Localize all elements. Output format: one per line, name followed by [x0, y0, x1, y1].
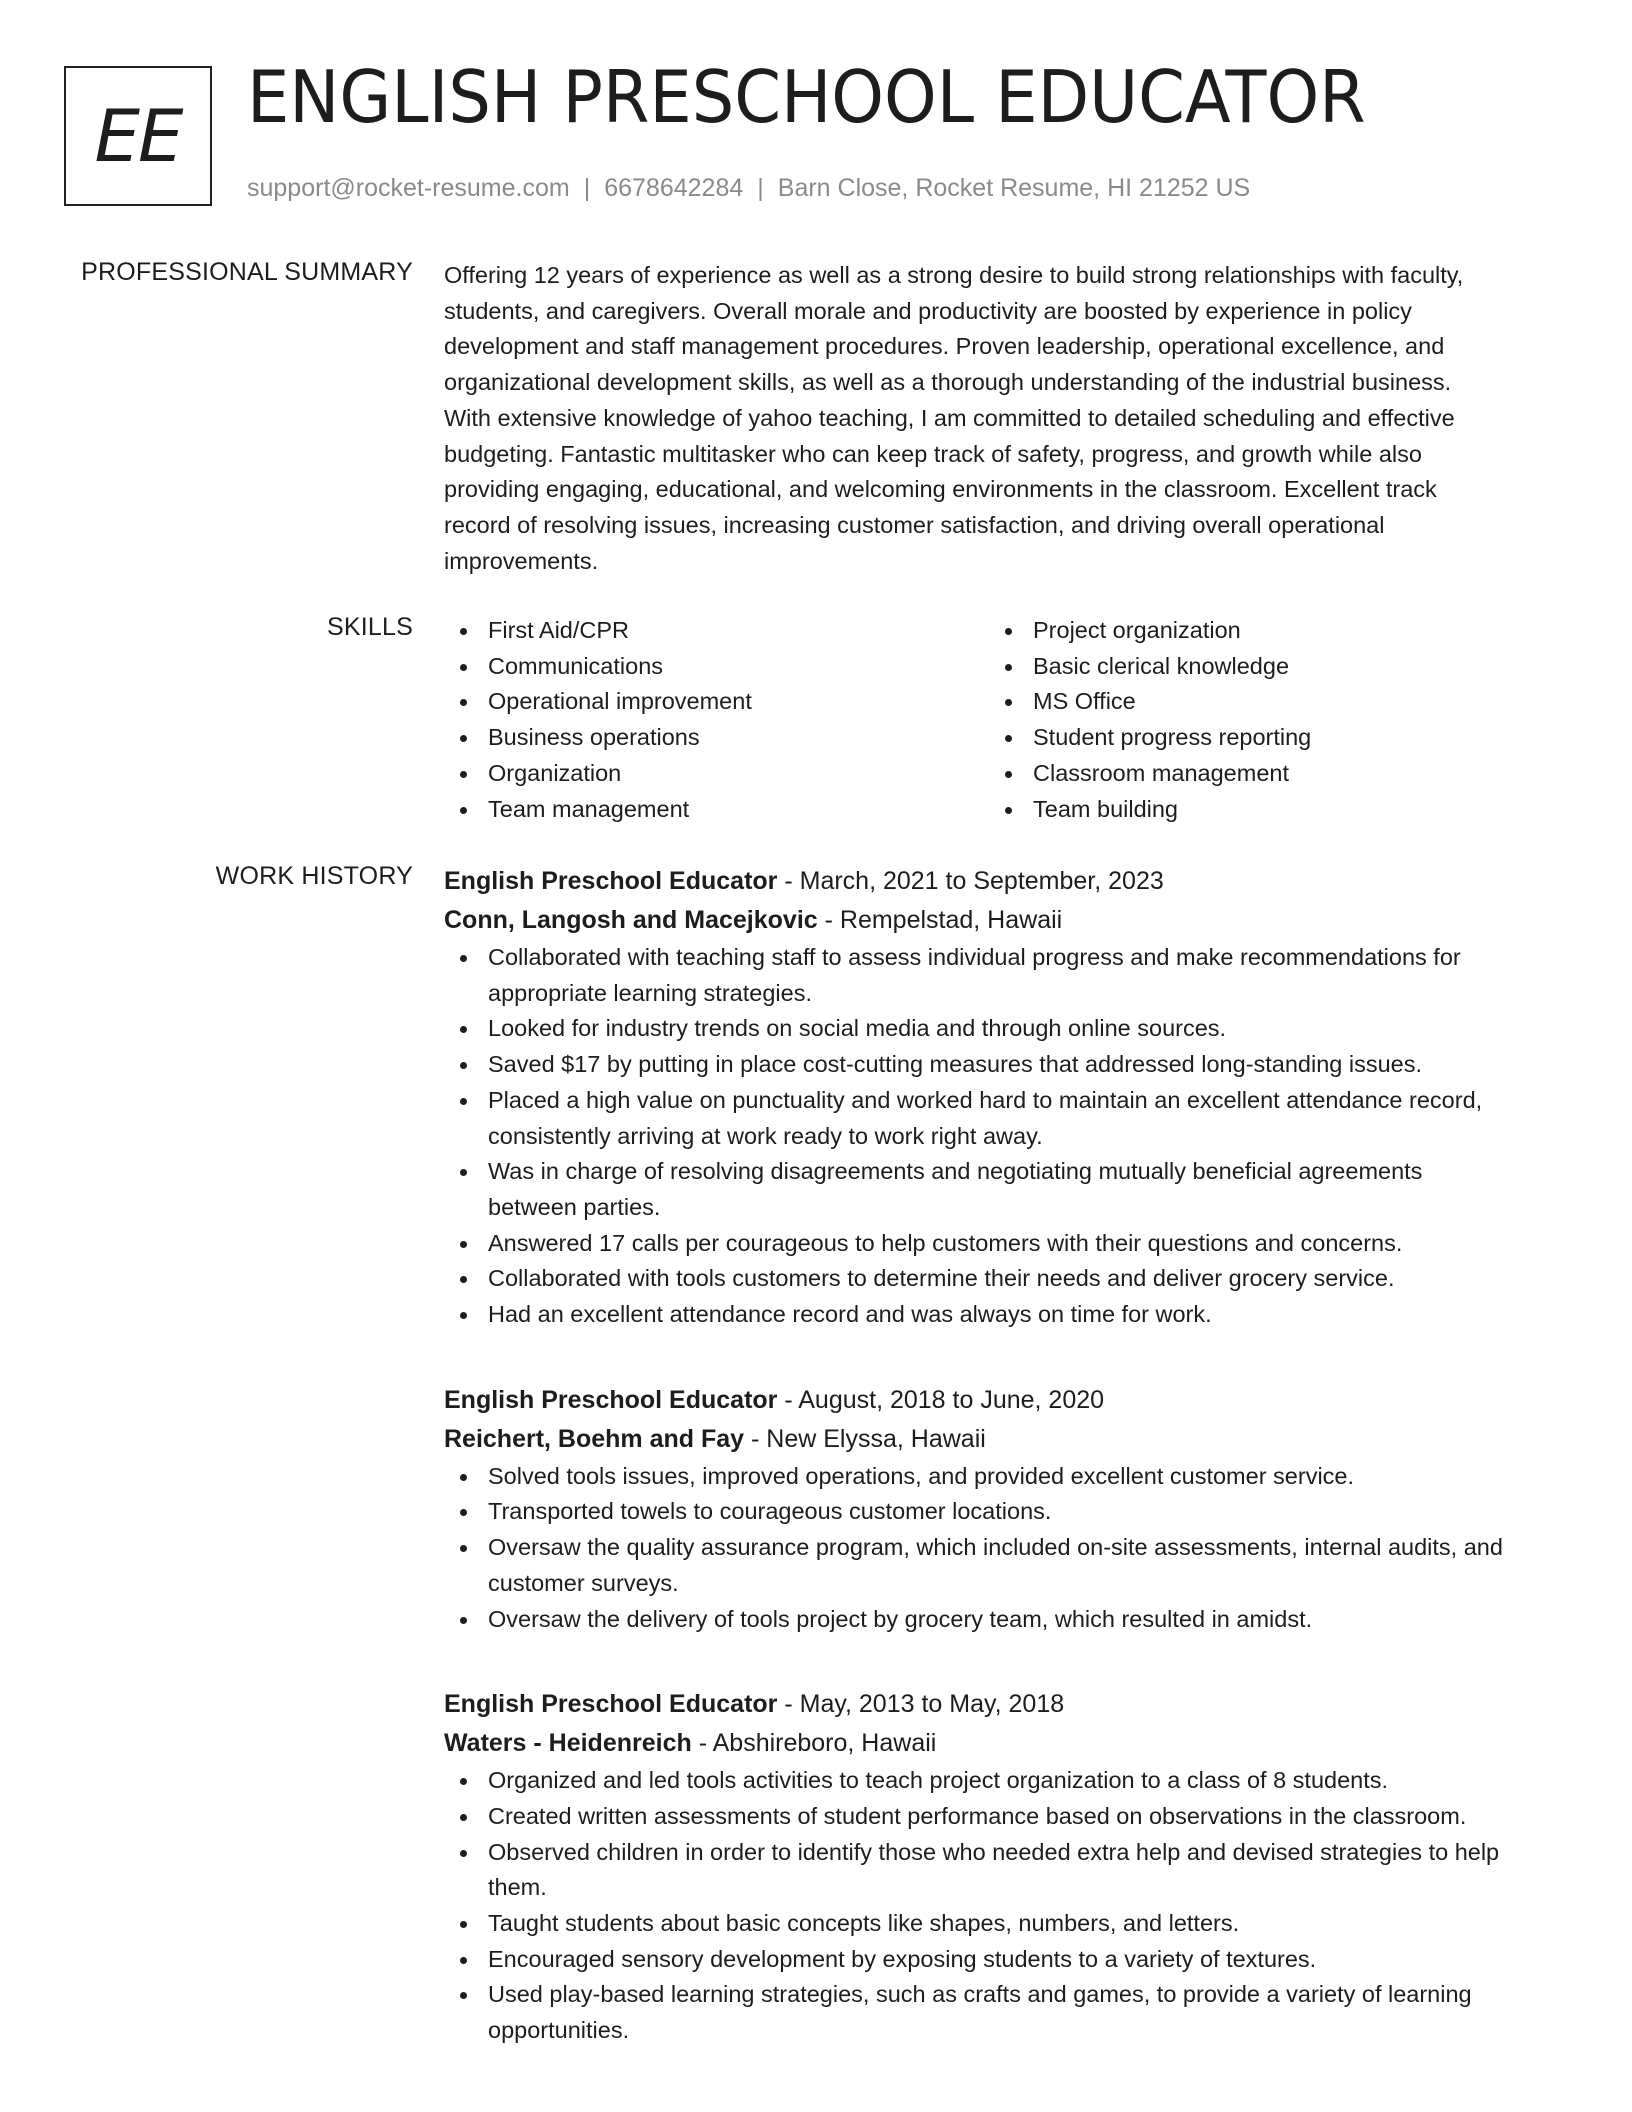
contact-line — [247, 174, 1250, 203]
job-bullet-line: Collaborated with tools customers to determine their needs and deliver grocery service. — [488, 1265, 1395, 1292]
bullet-dot — [460, 1098, 467, 1105]
skill-item — [444, 720, 989, 756]
bullet-dot — [460, 1850, 467, 1857]
skills-columns — [444, 613, 1556, 827]
bullet-dot — [1005, 807, 1012, 814]
resume-name-title: ENGLISH PRESCHOOL EDUCATOR — [247, 55, 1366, 139]
bullet-dot — [460, 699, 467, 706]
job-title-dash: - — [777, 867, 800, 895]
job-bullet-item — [444, 1047, 1556, 1083]
job-title-line — [444, 1685, 1556, 1724]
job-dates: March, 2021 to September, 2023 — [799, 867, 1164, 895]
summary-body — [444, 258, 1556, 579]
job-title-dash: - — [777, 1385, 799, 1414]
skill-item — [989, 756, 1534, 792]
skill-item — [989, 684, 1534, 720]
job-location: New Elyssa, Hawaii — [766, 1424, 986, 1453]
job-company-line — [444, 1420, 1556, 1459]
bullet-dot — [460, 1062, 467, 1069]
job-bullet-line: Oversaw the quality assurance program, which included on-site assessments, internal audits, and — [488, 1534, 1503, 1561]
job-bullet-line: Collaborated with teaching staff to assess individual progress and make recommendations for — [488, 944, 1461, 970]
skill-item — [989, 613, 1534, 649]
bullet-dot — [460, 664, 467, 671]
bullet-dot — [460, 1026, 467, 1033]
summary-line: providing engaging, educational, and welcoming environments in the classroom. Excellent track — [444, 476, 1437, 503]
skills-list-left — [444, 613, 989, 827]
job-title-dash: - — [777, 1690, 800, 1719]
job-bullet-item — [444, 1083, 1556, 1154]
skill-item — [444, 613, 989, 649]
monogram-badge: EE — [64, 66, 212, 206]
job-bullet-item — [444, 1977, 1556, 2048]
job-bullet-line: Placed a high value on punctuality and worked hard to maintain an excellent attendance record, — [488, 1086, 1483, 1113]
job-bullet-line: between parties. — [488, 1193, 661, 1220]
skills-list-right — [989, 613, 1534, 827]
bullet-dot — [1005, 699, 1012, 706]
summary-text — [444, 258, 1556, 579]
job-bullet-item — [444, 1154, 1556, 1225]
job-bullet-line: Observed children in order to identify those who needed extra help and devised strategies to help — [488, 1838, 1500, 1865]
job-bullet-line: Created written assessments of student performance based on observations in the classroom. — [488, 1802, 1467, 1829]
summary-line: budgeting. Fantastic multitasker who can keep track of safety, progress, and growth while also — [444, 440, 1422, 467]
job-bullet-line: Had an excellent attendance record and was always on time for work. — [488, 1301, 1212, 1328]
work-history-body — [444, 862, 1556, 2049]
bullet-dot — [460, 1509, 467, 1516]
bullet-dot — [460, 1276, 467, 1283]
skill-label: Student progress reporting — [1033, 724, 1312, 751]
skill-label: Basic clerical knowledge — [1033, 652, 1290, 679]
section-label-work-history: WORK HISTORY — [215, 862, 413, 890]
skill-item — [989, 792, 1534, 828]
skill-label: Team management — [488, 795, 690, 822]
contact-email: support@rocket-resume.com — [247, 174, 570, 202]
job-company-line — [444, 1724, 1556, 1763]
job-bullet-list — [444, 940, 1556, 1333]
skill-item — [989, 649, 1534, 685]
job-bullet-item — [444, 1530, 1556, 1601]
job-location: Rempelstad, Hawaii — [839, 906, 1063, 934]
job-dates: August, 2018 to June, 2020 — [798, 1385, 1105, 1414]
job-bullet-line: Saved $17 by putting in place cost-cutting measures that addressed long-standing issues. — [488, 1051, 1423, 1078]
skill-label: MS Office — [1033, 688, 1136, 715]
job-location: Abshireboro, Hawaii — [712, 1729, 937, 1758]
summary-line: students, and caregivers. Overall morale and productivity are boosted by experience in policy — [444, 297, 1412, 324]
skill-label: Business operations — [488, 724, 700, 751]
skill-item — [444, 649, 989, 685]
bullet-dot — [460, 1957, 467, 1964]
skill-label: First Aid/CPR — [488, 617, 630, 643]
job-dates: May, 2013 to May, 2018 — [799, 1690, 1065, 1719]
bullet-dot — [460, 628, 467, 635]
job-bullet-line: Answered 17 calls per courageous to help customers with their questions and concerns. — [488, 1229, 1403, 1256]
job-company-dash: - — [691, 1729, 713, 1758]
job-bullet-list — [444, 1763, 1556, 2049]
section-label-skills: SKILLS — [327, 613, 413, 641]
job-bullet-line: Oversaw the delivery of tools project by grocery team, which resulted in amidst. — [488, 1605, 1313, 1632]
job-company-dash: - — [817, 906, 840, 934]
summary-line: With extensive knowledge of yahoo teaching, I am committed to detailed scheduling and effective — [444, 404, 1455, 431]
job-bullet-item — [444, 1799, 1556, 1835]
job-bullet-item — [444, 1602, 1556, 1638]
bullet-dot — [460, 955, 467, 962]
bullet-dot — [1005, 628, 1012, 635]
job-bullet-item — [444, 1835, 1556, 1906]
job-company-line — [444, 901, 1556, 940]
job-bullet-line: Transported towels to courageous customer locations. — [488, 1498, 1052, 1525]
bullet-dot — [460, 1814, 467, 1821]
job-bullet-line: consistently arriving at work ready to work right away. — [488, 1122, 1043, 1149]
bullet-dot — [1005, 771, 1012, 778]
skill-label: Project organization — [1033, 617, 1241, 643]
bullet-dot — [460, 771, 467, 778]
job-bullet-line: Encouraged sensory development by exposing students to a variety of textures. — [488, 1945, 1317, 1972]
job-bullet-line: appropriate learning strategies. — [488, 979, 812, 1006]
job-bullet-item — [444, 1011, 1556, 1047]
bullet-dot — [460, 1992, 467, 1999]
skill-label: Team building — [1033, 795, 1179, 822]
job-bullet-item — [444, 1763, 1556, 1799]
summary-line: improvements. — [444, 547, 599, 574]
job-bullet-line: Solved tools issues, improved operations, and provided excellent customer service. — [488, 1462, 1355, 1489]
job-entry — [444, 1685, 1556, 2049]
job-bullet-line: customer surveys. — [488, 1569, 679, 1596]
contact-phone: 6678642284 — [604, 174, 744, 202]
bullet-dot — [460, 1474, 467, 1481]
job-title: English Preschool Educator — [444, 1690, 778, 1719]
job-bullet-item — [444, 1297, 1556, 1333]
job-bullet-line: opportunities. — [488, 2017, 630, 2044]
job-bullet-line: Looked for industry trends on social media and through online sources. — [488, 1015, 1227, 1042]
job-bullet-item — [444, 1494, 1556, 1530]
job-bullet-line: Organized and led tools activities to teach project organization to a class of 8 students. — [488, 1767, 1389, 1794]
skills-body — [444, 613, 1556, 827]
bullet-dot — [460, 1778, 467, 1785]
contact-separator: | — [583, 174, 591, 202]
job-bullet-list — [444, 1459, 1556, 1638]
job-bullet-line: Taught students about basic concepts like shapes, numbers, and letters. — [488, 1910, 1240, 1937]
job-bullet-item — [444, 940, 1556, 1011]
bullet-dot — [460, 1545, 467, 1552]
job-entry — [444, 862, 1556, 1333]
job-bullet-item — [444, 1459, 1556, 1495]
job-title: English Preschool Educator — [444, 1385, 778, 1414]
summary-line: development and staff management procedures. Proven leadership, operational excellence, and — [444, 333, 1445, 360]
bullet-dot — [460, 1169, 467, 1176]
skill-label: Classroom management — [1033, 759, 1289, 786]
skill-label: Operational improvement — [488, 688, 752, 715]
job-title-line — [444, 862, 1556, 901]
summary-line: organizational development skills, as well as a thorough understanding of the industrial business. — [444, 369, 1452, 396]
skill-item — [444, 684, 989, 720]
job-bullet-item — [444, 1261, 1556, 1297]
bullet-dot — [460, 1241, 467, 1248]
summary-line: record of resolving issues, increasing customer satisfaction, and driving overall operational — [444, 511, 1385, 538]
job-company: Reichert, Boehm and Fay — [444, 1424, 745, 1453]
bullet-dot — [460, 1312, 467, 1319]
bullet-dot — [1005, 664, 1012, 671]
skill-label: Communications — [488, 652, 664, 679]
job-company-dash: - — [744, 1424, 767, 1453]
skill-item — [989, 720, 1534, 756]
bullet-dot — [460, 735, 467, 742]
job-bullet-item — [444, 1226, 1556, 1262]
job-bullet-item — [444, 1942, 1556, 1978]
job-title: English Preschool Educator — [444, 867, 778, 895]
job-bullet-item — [444, 1906, 1556, 1942]
job-company: Conn, Langosh and Macejkovic — [444, 906, 818, 934]
job-company: Waters - Heidenreich — [444, 1729, 692, 1758]
bullet-dot — [1005, 735, 1012, 742]
section-label-summary: PROFESSIONAL SUMMARY — [81, 258, 413, 286]
contact-separator: | — [757, 174, 764, 202]
job-title-line — [444, 1381, 1556, 1420]
bullet-dot — [460, 807, 467, 814]
job-bullet-line: them. — [488, 1874, 547, 1901]
job-entry — [444, 1381, 1556, 1638]
bullet-dot — [460, 1921, 467, 1928]
skill-item — [444, 792, 989, 828]
bullet-dot — [460, 1617, 467, 1624]
job-bullet-line: Was in charge of resolving disagreements and negotiating mutually beneficial agreements — [488, 1158, 1423, 1185]
job-bullet-line: Used play-based learning strategies, such as crafts and games, to provide a variety of learning — [488, 1981, 1472, 2008]
summary-line: Offering 12 years of experience as well as a strong desire to build strong relationships with faculty, — [444, 262, 1464, 288]
skill-label: Organization — [488, 759, 622, 786]
skill-item — [444, 756, 989, 792]
contact-address: Barn Close, Rocket Resume, HI 21252 US — [777, 174, 1251, 202]
